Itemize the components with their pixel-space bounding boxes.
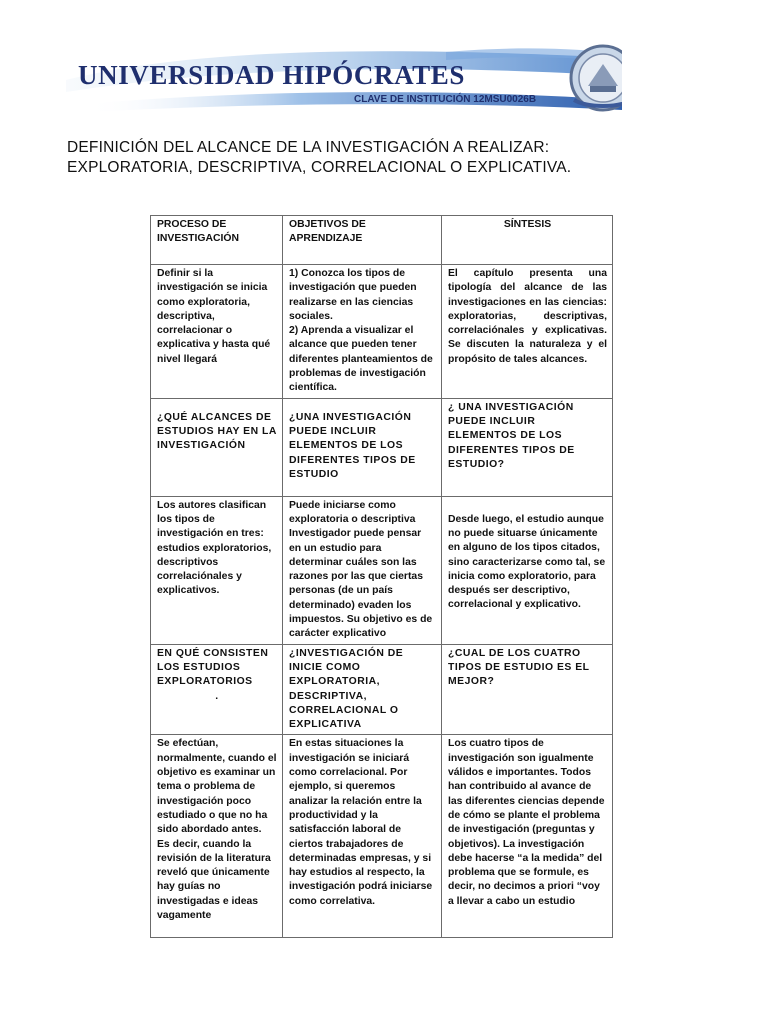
heading-line-2: EXPLORATORIA, DESCRIPTIVA, CORRELACIONAL O EXPLICATIVA.	[67, 159, 572, 176]
table-cell: Definir si la investigación se inicia como exploratoria, descriptiva, correlacionar o explicativa y hasta qué nivel llegará	[151, 265, 283, 399]
table-row	[151, 644, 613, 735]
objectives-list: 1) Conozca los tipos de investigación que pueden realizarse en las ciencias sociales. 2) Aprenda a visualizar el alcance que pueden tener diferentes planteamientos de problemas de investigación científica.	[289, 268, 433, 394]
table-header-row	[151, 216, 613, 265]
table-cell: Los autores clasifican los tipos de investigación en tres: estudios exploratorios, descriptivos correlaciónales y explicativos.	[151, 496, 283, 644]
table-row	[151, 265, 613, 399]
table-cell	[283, 265, 442, 399]
table-cell: ¿INVESTIGACIÓN DE INICIE COMO EXPLORATORIA, DESCRIPTIVA, CORRELACIONAL O EXPLICATIVA	[283, 644, 442, 735]
table-cell: ¿QUÉ ALCANCES DE ESTUDIOS HAY EN LA INVESTIGACIÓN	[151, 398, 283, 496]
stray-dot: .	[215, 690, 219, 702]
cell-text: EN QUÉ CONSISTEN LOS ESTUDIOS EXPLORATORIOS	[157, 647, 269, 688]
table-cell: Puede iniciarse como exploratoria o descriptiva Investigador puede pensar en un estudio para determinar cuáles son las razones por las que ciertas personas (de un país determinado) evaden los impuestos. Su objetivo es de carácter explicativo	[283, 496, 442, 644]
table-row	[151, 398, 613, 496]
table-cell	[151, 644, 283, 735]
header-sintesis: SÍNTESIS	[442, 216, 613, 265]
table-cell: ¿CUAL DE LOS CUATRO TIPOS DE ESTUDIO ES EL MEJOR?	[442, 644, 613, 735]
table-cell: ¿UNA INVESTIGACIÓN PUEDE INCLUIR ELEMENTOS DE LOS DIFERENTES TIPOS DE ESTUDIO	[283, 398, 442, 496]
research-scope-table	[150, 215, 613, 938]
table-row	[151, 496, 613, 644]
cell-text: Los cuatro tipos de investigación son igualmente válidos e importantes. Todos han contribuido al avance de las diferentes ciencias depende de cómo se plante el problema de investigación (preguntas y objetivos). La investigación debe hacerse “a la medida” del problema que se formule, es decir, no decimos a priori “voy a llevar a cabo un estudio	[448, 738, 605, 907]
header-proceso: PROCESO DE INVESTIGACIÓN	[151, 216, 283, 265]
table-cell: ¿ UNA INVESTIGACIÓN PUEDE INCLUIR ELEMENTOS DE LOS DIFERENTES TIPOS DE ESTUDIO?	[442, 398, 613, 496]
institution-key: CLAVE DE INSTITUCIÓN 12MSU0026B	[354, 94, 537, 105]
cell-text: Se efectúan, normalmente, cuando el objetivo es examinar un tema o problema de investigación poco estudiado o que no ha sido abordado antes. Es decir, cuando la revisión de la literatura reveló que únicamente hay guías no investigadas e ideas vagamente	[157, 738, 277, 921]
table-cell: El capítulo presenta una tipología del alcance de las investigaciones en las ciencias: exploratorias, descriptivas, correlaciónales y explicativas. Se discuten la naturaleza y el propósito de tales alcances.	[442, 265, 613, 399]
document-heading	[67, 138, 707, 178]
university-banner	[66, 40, 622, 116]
table-cell	[283, 735, 442, 938]
university-name: UNIVERSIDAD HIPÓCRATES	[78, 60, 466, 90]
university-seal-icon	[568, 42, 622, 114]
table-cell	[151, 735, 283, 938]
header-objetivos: OBJETIVOS DE APRENDIZAJE	[283, 216, 442, 265]
table-cell: Desde luego, el estudio aunque no puede situarse únicamente en alguno de los tipos citados, sino caracterizarse como tal, se inicia como exploratorio, para después ser descriptivo, correlacional y explicativo.	[442, 496, 613, 644]
heading-line-1: DEFINICIÓN DEL ALCANCE DE LA INVESTIGACIÓN A REALIZAR:	[67, 139, 550, 156]
table-cell	[442, 735, 613, 938]
cell-text: En estas situaciones la investigación se iniciará como correlacional. Por ejemplo, si queremos analizar la relación entre la productividad y la satisfacción laboral de ciertos trabajadores de determinadas empresas, y si hay estudios al respecto, la investigación podrá iniciarse como correlativa.	[289, 738, 433, 907]
table-row	[151, 735, 613, 938]
